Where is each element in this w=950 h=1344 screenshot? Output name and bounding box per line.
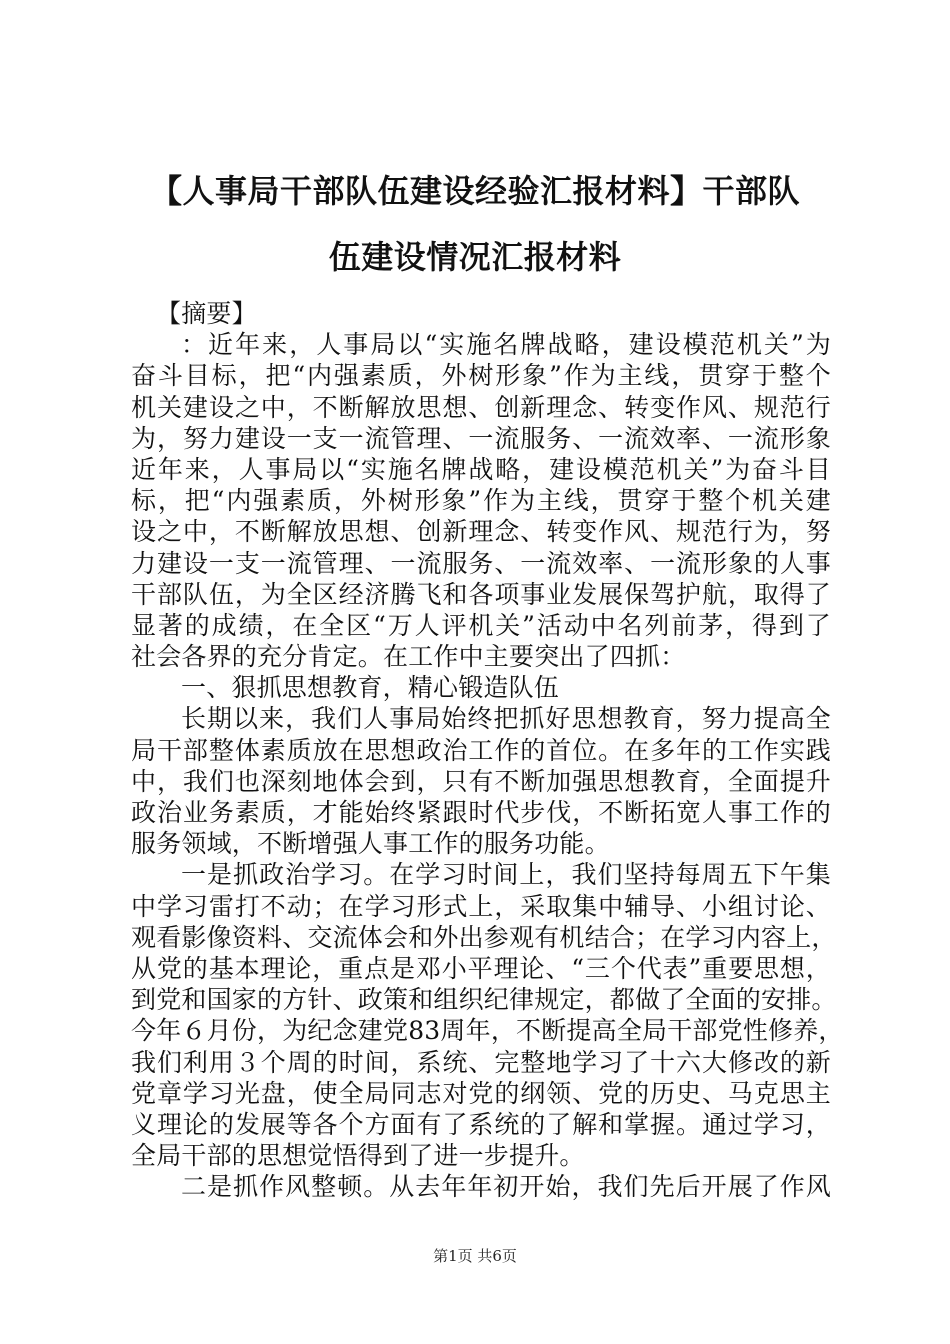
document-title [110,158,840,290]
body-line: 观看影像资料、交流体会和外出参观有机结合；在学习内容上， [131,922,837,952]
body-line: 中学习雷打不动；在学习形式上，采取集中辅导、小组讨论、 [131,891,831,921]
body-line: 服务领域，不断增强人事工作的服务功能。 [131,829,610,859]
body-line: 今年６月份，为纪念建党83周年，不断提高全局干部党性修养， [131,1016,844,1046]
title-line-1: 【人事局干部队伍建设经验汇报材料】干部队 [149,172,800,210]
body-line: 全局干部的思想觉悟得到了进一步提升。 [131,1141,585,1171]
body-line: 我们利用３个周的时间，系统、完整地学习了十六大修改的新 [131,1047,831,1077]
body-line: 长期以来，我们人事局始终把抓好思想教育，努力提高全 [181,704,831,734]
abstract-heading: 【摘要】 [156,299,257,328]
body-line: 机关建设之中，不断解放思想、创新理念、转变作风、规范行 [131,392,831,422]
body-line: 干部队伍，为全区经济腾飞和各项事业发展保驾护航，取得了 [131,579,831,609]
page-number-footer: 第1页 共6页 [433,1247,517,1265]
body-line: 一是抓政治学习。在学习时间上，我们坚持每周五下午集 [181,860,831,890]
body-line: 社会各界的充分肯定。在工作中主要突出了四抓： [131,642,686,672]
body-line: 义理论的发展等各个方面有了系统的了解和掌握。通过学习， [131,1109,831,1139]
body-line: 为，努力建设一支一流管理、一流服务、一流效率、一流形象 [131,423,831,453]
body-line: 政治业务素质，才能始终紧跟时代步伐，不断拓宽人事工作的 [131,798,831,827]
body-line: 局干部整体素质放在思想政治工作的首位。在多年的工作实践 [131,735,831,765]
body-line: 中，我们也深刻地体会到，只有不断加强思想教育，全面提升 [131,766,831,796]
body-line: 从党的基本理论，重点是邓小平理论、“三个代表”重要思想， [131,953,831,983]
section-heading: 一、狠抓思想教育，精心锻造队伍 [181,673,560,703]
body-line: ：近年来，人事局以“实施名牌战略，建设模范机关”为 [181,330,831,360]
body-line: 到党和国家的方针、政策和组织纪律规定，都做了全面的安排。 [131,985,837,1015]
document-body [131,298,844,1202]
body-line: 力建设一支一流管理、一流服务、一流效率、一流形象的人事 [131,548,831,578]
body-line: 标，把“内强素质，外树形象”作为主线，贯穿于整个机关建 [131,486,831,516]
body-line: 设之中，不断解放思想、创新理念、转变作风、规范行为，努 [131,517,831,547]
body-line: 显著的成绩，在全区“万人评机关”活动中名列前茅，得到了 [131,610,831,640]
title-line-2: 伍建设情况汇报材料 [328,238,622,276]
body-line: 党章学习光盘，使全局同志对党的纲领、党的历史、马克思主 [131,1078,831,1108]
body-line: 二是抓作风整顿。从去年年初开始，我们先后开展了作风 [181,1172,831,1202]
body-line: 近年来，人事局以“实施名牌战略，建设模范机关”为奋斗目 [131,454,831,484]
body-line: 奋斗目标，把“内强素质，外树形象”作为主线，贯穿于整个 [131,361,831,391]
